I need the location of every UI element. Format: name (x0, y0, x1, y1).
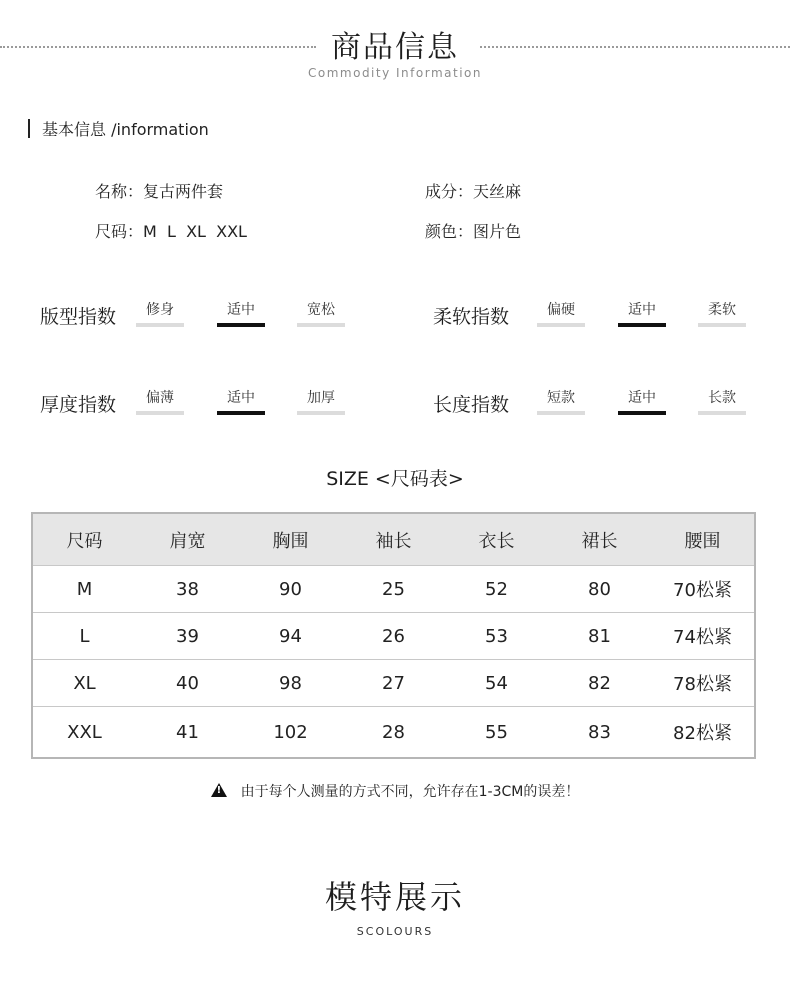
section-marker (28, 119, 30, 138)
table-cell: 74松紧 (651, 613, 754, 660)
model-section-subtitle: SCOLOURS (356, 925, 434, 938)
product-name: 名称：复古两件套 (95, 182, 224, 201)
fit-option-loose-bar (297, 323, 345, 327)
table-cell: 41 (136, 707, 239, 758)
table-cell: 39 (136, 613, 239, 660)
table-cell: 94 (239, 613, 342, 660)
table-cell: M (33, 566, 136, 613)
length-option-long: 长款 (708, 390, 736, 406)
table-cell: 98 (239, 660, 342, 707)
thickness-option-thin-bar (136, 411, 184, 415)
softness-option-stiff-bar (537, 323, 585, 327)
column-header-waist: 腰围 (651, 514, 754, 566)
softness-option-soft: 柔软 (708, 302, 736, 318)
table-row (33, 566, 754, 613)
table-cell: 70松紧 (651, 566, 754, 613)
basic-info-section-label: 基本信息 /information (42, 120, 209, 139)
column-header-top-length: 衣长 (445, 514, 548, 566)
table-cell: XL (33, 660, 136, 707)
table-cell: 82 (548, 660, 651, 707)
column-header-skirt-length: 裙长 (548, 514, 651, 566)
size-table-title: SIZE <尺码表> (326, 468, 464, 490)
table-cell: 52 (445, 566, 548, 613)
warning-icon (211, 783, 227, 797)
table-cell: 55 (445, 707, 548, 758)
column-header-sleeve: 袖长 (342, 514, 445, 566)
thickness-option-regular-bar (217, 411, 265, 415)
measurement-note (0, 781, 790, 801)
length-option-long-bar (698, 411, 746, 415)
table-cell: XXL (33, 707, 136, 758)
table-cell: 81 (548, 613, 651, 660)
softness-option-soft-bar (698, 323, 746, 327)
length-option-short: 短款 (547, 390, 575, 406)
page-subtitle: Commodity Information (308, 66, 482, 80)
length-option-regular: 适中 (628, 390, 656, 406)
table-cell: 90 (239, 566, 342, 613)
size-table (31, 512, 756, 759)
thickness-option-thick-bar (297, 411, 345, 415)
column-header-shoulder: 肩宽 (136, 514, 239, 566)
table-row (33, 660, 754, 707)
column-header-size: 尺码 (33, 514, 136, 566)
table-cell: 102 (239, 707, 342, 758)
table-cell: 80 (548, 566, 651, 613)
softness-index-label: 柔软指数 (433, 306, 510, 328)
softness-option-stiff: 偏硬 (547, 302, 575, 318)
fit-index-label: 版型指数 (40, 306, 117, 328)
table-cell: 54 (445, 660, 548, 707)
size-table-header-row (33, 514, 754, 566)
length-option-regular-bar (618, 411, 666, 415)
length-option-short-bar (537, 411, 585, 415)
fit-option-regular: 适中 (227, 302, 255, 318)
thickness-option-thin: 偏薄 (146, 390, 174, 406)
product-color: 颜色：图片色 (425, 222, 522, 241)
table-cell: 25 (342, 566, 445, 613)
product-sizes: 尺码：M L XL XXL (95, 222, 247, 241)
table-cell: 26 (342, 613, 445, 660)
product-composition: 成分：天丝麻 (425, 182, 522, 201)
softness-option-regular: 适中 (628, 302, 656, 318)
table-cell: 40 (136, 660, 239, 707)
fit-option-regular-bar (217, 323, 265, 327)
table-cell: 83 (548, 707, 651, 758)
thickness-option-regular: 适中 (227, 390, 255, 406)
fit-option-slim-bar (136, 323, 184, 327)
table-row (33, 707, 754, 758)
table-cell: 53 (445, 613, 548, 660)
thickness-option-thick: 加厚 (307, 390, 335, 406)
measurement-note-text: 由于每个人测量的方式不同，允许存在1-3CM的误差！ (240, 784, 580, 800)
page-title: 商品信息 (331, 30, 459, 65)
table-cell: 27 (342, 660, 445, 707)
table-cell: 78松紧 (651, 660, 754, 707)
fit-option-slim: 修身 (146, 302, 174, 318)
thickness-index-label: 厚度指数 (40, 394, 117, 416)
table-cell: 28 (342, 707, 445, 758)
fit-option-loose: 宽松 (307, 302, 335, 318)
softness-option-regular-bar (618, 323, 666, 327)
table-cell: 38 (136, 566, 239, 613)
table-cell: 82松紧 (651, 707, 754, 758)
model-section-title: 模特展示 (324, 878, 465, 916)
length-index-label: 长度指数 (433, 394, 510, 416)
column-header-bust: 胸围 (239, 514, 342, 566)
table-row (33, 613, 754, 660)
table-cell: L (33, 613, 136, 660)
